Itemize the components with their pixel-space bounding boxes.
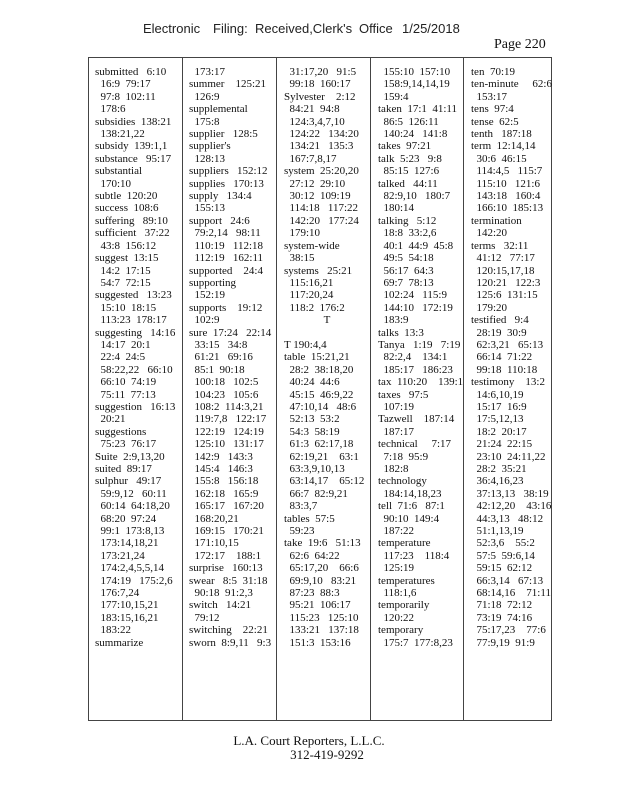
- index-entry: 68:14,16 71:11: [471, 587, 551, 600]
- index-entry: T 190:4,4: [284, 338, 327, 351]
- index-entry: Sylvester 2:12: [284, 90, 356, 103]
- index-entry: talks 13:3: [378, 326, 424, 339]
- index-entry: 119:7,8 122:17: [189, 413, 267, 426]
- index-entry: temperature: [378, 537, 431, 550]
- index-entry: 75:11 77:13: [95, 388, 156, 401]
- index-entry: testified 9:4: [471, 314, 529, 327]
- index-entry: 144:10 172:19: [378, 301, 453, 314]
- index-box: [88, 57, 552, 721]
- index-entry: 100:18 102:5: [189, 376, 259, 389]
- index-entry: Tazwell 187:14: [378, 413, 455, 426]
- index-entry: 175:8: [189, 115, 220, 128]
- index-entry: 82:2,4 134:1: [378, 351, 448, 364]
- footer-phone: 312-419-9292: [290, 747, 364, 762]
- index-entry: 114:4,5 115:7: [471, 165, 543, 178]
- index-entry: 107:19: [378, 400, 415, 413]
- index-entry: 75:23 76:17: [95, 438, 157, 451]
- index-entry: 17:5,12,13: [471, 413, 524, 426]
- index-entry: 179:10: [284, 227, 321, 240]
- index-entry: sufficient 37:22: [95, 227, 170, 240]
- index-entry: 155:10 157:10: [378, 66, 451, 78]
- index-entry: 102:9: [189, 314, 220, 327]
- index-entry: 145:4 146:3: [189, 463, 253, 475]
- index-entry: 110:19 112:18: [189, 239, 264, 252]
- index-entry: temporary: [378, 624, 424, 637]
- index-entry: technical 7:17: [378, 438, 452, 451]
- index-entry: take 19:6 51:13: [284, 537, 361, 550]
- index-entry: 183:9: [378, 314, 409, 327]
- index-entry: 69:7 78:13: [378, 276, 434, 289]
- index-entry: substantial: [95, 165, 143, 178]
- index-entry: 140:24 141:8: [378, 128, 448, 141]
- index-entry: 63:3,9,10,13: [284, 463, 345, 475]
- index-entry: table 15:21,21: [284, 351, 350, 364]
- index-entry: switching 22:21: [189, 624, 268, 637]
- index-entry: talked 44:11: [378, 177, 438, 190]
- index-entry: 158:9,14,14,19: [378, 78, 450, 91]
- index-entry: suggestion 16:13: [95, 400, 176, 413]
- index-entry: 27:12 29:10: [284, 177, 346, 190]
- index-entry: 159:4: [378, 90, 409, 103]
- header-received: Received,Clerk's: [255, 21, 353, 36]
- index-entry: 28:19 30:9: [471, 326, 527, 339]
- index-entry: ten-minute 62:6: [471, 78, 552, 91]
- index-entry: 102:24 115:9: [378, 289, 447, 302]
- index-entry: 14:6,10,19: [471, 388, 524, 401]
- index-entry: 99:18 160:17: [284, 78, 351, 91]
- index-entry: 68:20 97:24: [95, 512, 157, 525]
- index-entry: 60:14 64:18,20: [95, 500, 170, 513]
- index-entry: 125:19: [378, 562, 415, 575]
- index-entry: 120:22: [378, 611, 415, 624]
- index-entry: termination: [471, 214, 522, 227]
- index-entry: technology: [378, 475, 427, 488]
- index-entry: switch 14:21: [189, 599, 252, 612]
- index-entry: tax 110:20 139:1: [378, 376, 464, 389]
- index-entry: 113:23 178:17: [95, 314, 167, 327]
- index-entry: 66:7 82:9,21: [284, 487, 348, 500]
- index-entry: 134:21 135:3: [284, 140, 354, 153]
- index-entry: 18:2 20:17: [471, 425, 527, 438]
- index-entry: 97:8 102:11: [95, 90, 156, 103]
- index-entry: 20:21: [95, 413, 126, 426]
- index-entry: summer 125:21: [189, 78, 266, 91]
- index-entry: 174:2,4,5,5,14: [95, 562, 165, 575]
- index-entry: Suite 2:9,13,20: [95, 450, 165, 463]
- index-entry: 49:5 54:18: [378, 252, 434, 265]
- index-entry: 90:18 91:2,3: [189, 587, 253, 600]
- column-divider: [182, 58, 183, 720]
- index-entry: 7:18 95:9: [378, 450, 429, 463]
- index-entry: 173:17: [189, 66, 226, 78]
- index-entry: submitted 6:10: [95, 66, 167, 78]
- index-entry: 33:15 34:8: [189, 338, 248, 351]
- index-entry: 42:12,20 43:16: [471, 500, 552, 513]
- index-entry: supplier's: [189, 140, 231, 153]
- index-entry: swear 8:5 31:18: [189, 574, 268, 587]
- index-entry: 115:16,21: [284, 276, 334, 289]
- index-entry: 171:10,15: [189, 537, 239, 550]
- index-entry: 83:3,7: [284, 500, 318, 513]
- index-entry: 178:6: [95, 103, 126, 116]
- header-date: 1/25/2018: [402, 21, 460, 36]
- index-entry: 71:18 72:12: [471, 599, 533, 612]
- index-entry: 142:20 177:24: [284, 214, 359, 227]
- header-electronic: Electronic: [143, 21, 201, 36]
- index-entry: takes 97:21: [378, 140, 432, 153]
- index-entry: 118:1,6: [378, 587, 417, 600]
- index-entry: 82:9,10 180:7: [378, 190, 451, 203]
- index-entry: 133:21 137:18: [284, 624, 359, 637]
- section-letter: T: [323, 314, 331, 327]
- index-entry: 112:19 162:11: [189, 252, 264, 265]
- index-entry: 172:17 188:1: [189, 549, 262, 562]
- index-entry: 165:17 167:20: [189, 500, 264, 513]
- index-entry: 114:18 117:22: [284, 202, 359, 215]
- column-divider: [276, 58, 277, 720]
- index-entry: 54:3 58:19: [284, 425, 340, 438]
- index-entry: 168:20,21: [189, 512, 239, 525]
- index-entry: 175:7 177:8,23: [378, 636, 453, 649]
- index-entry: 122:19 124:19: [189, 425, 264, 438]
- index-entry: 187:17: [378, 425, 415, 438]
- index-entry: suppliers 152:12: [189, 165, 268, 178]
- index-entry: 86:5 126:11: [378, 115, 439, 128]
- index-entry: Tanya 1:19 7:19: [378, 338, 461, 351]
- index-entry: taken 17:1 41:11: [378, 103, 458, 116]
- index-entry: tens 97:4: [471, 103, 514, 116]
- index-entry: sworn 8:9,11 9:3: [189, 636, 272, 649]
- index-entry: 79:12: [189, 611, 220, 624]
- index-entry: tense 62:5: [471, 115, 519, 128]
- index-entry: taxes 97:5: [378, 388, 429, 401]
- index-entry: supports 19:12: [189, 301, 263, 314]
- index-entry: 41:12 77:17: [471, 252, 535, 265]
- index-entry: surprise 160:13: [189, 562, 263, 575]
- index-entry: 153:17: [471, 90, 508, 103]
- index-entry: 176:7,24: [95, 587, 140, 600]
- index-entry: 180:14: [378, 202, 415, 215]
- index-entry: 95:21 106:17: [284, 599, 351, 612]
- index-entry: 40:24 44:6: [284, 376, 340, 389]
- column-divider: [370, 58, 371, 720]
- index-entry: 52:3,6 55:2: [471, 537, 535, 550]
- index-entry: temporarily: [378, 599, 430, 612]
- index-entry: 21:24 22:15: [471, 438, 533, 451]
- index-entry: talk 5:23 9:8: [378, 152, 442, 165]
- index-entry: 43:8 156:12: [95, 239, 157, 252]
- index-entry: 170:10: [95, 177, 132, 190]
- index-entry: subsidies 138:21: [95, 115, 172, 128]
- index-entry: 75:17,23 77:6: [471, 624, 546, 637]
- index-entry: systems 25:21: [284, 264, 353, 277]
- index-entry: 37:13,13 38:19: [471, 487, 549, 500]
- index-entry: 162:18 165:9: [189, 487, 259, 500]
- page-number: Page 220: [494, 37, 546, 52]
- index-entry: 124:3,4,7,10: [284, 115, 345, 128]
- index-entry: system-wide: [284, 239, 340, 252]
- index-column-2: [189, 66, 271, 649]
- index-entry: sulphur 49:17: [95, 475, 162, 488]
- index-entry: 51:1,13,19: [471, 525, 524, 538]
- index-entry: 23:10 24:11,22: [471, 450, 546, 463]
- index-entry: 59:15 62:12: [471, 562, 533, 575]
- index-entry: 30:6 46:15: [471, 152, 527, 165]
- index-entry: tell 71:6 87:1: [378, 500, 445, 513]
- index-entry: 73:19 74:16: [471, 611, 533, 624]
- index-entry: 125:6 131:15: [471, 289, 538, 302]
- index-entry: 177:10,15,21: [95, 599, 159, 612]
- index-entry: supplier 128:5: [189, 128, 258, 141]
- header-office: Office: [359, 21, 393, 36]
- index-entry: 15:17 16:9: [471, 400, 527, 413]
- index-entry: 54:7 72:15: [95, 276, 151, 289]
- index-entry: 155:13: [189, 202, 226, 215]
- index-entry: 124:22 134:20: [284, 128, 359, 141]
- index-entry: 77:9,19 91:9: [471, 636, 535, 649]
- index-entry: 14:17 20:1: [95, 338, 151, 351]
- index-entry: terms 32:11: [471, 239, 529, 252]
- index-entry: 28:2 35:21: [471, 463, 527, 475]
- index-entry: 62:6 64:22: [284, 549, 340, 562]
- index-entry: talking 5:12: [378, 214, 437, 227]
- index-entry: 61:3 62:17,18: [284, 438, 354, 451]
- index-entry: 28:2 38:18,20: [284, 363, 354, 376]
- index-entry: 84:21 94:8: [284, 103, 340, 116]
- index-entry: 120:15,17,18: [471, 264, 535, 277]
- index-entry: 87:23 88:3: [284, 587, 340, 600]
- index-entry: 169:15 170:21: [189, 525, 264, 538]
- index-entry: 99:1 173:8,13: [95, 525, 165, 538]
- index-entry: 62:19,21 63:1: [284, 450, 359, 463]
- index-entry: 120:21 122:3: [471, 276, 541, 289]
- index-entry: temperatures: [378, 574, 435, 587]
- index-entry: 117:23 118:4: [378, 549, 450, 562]
- index-entry: 104:23 105:6: [189, 388, 259, 401]
- index-entry: success 108:6: [95, 202, 159, 215]
- index-entry: supply 134:4: [189, 190, 252, 203]
- index-entry: 152:19: [189, 289, 226, 302]
- index-entry: 166:10 185:13: [471, 202, 544, 215]
- index-entry: 16:9 79:17: [95, 78, 151, 91]
- index-entry: 62:3,21 65:13: [471, 338, 544, 351]
- index-entry: 138:21,22: [95, 128, 145, 141]
- index-entry: substance 95:17: [95, 152, 172, 165]
- index-entry: 174:19 175:2,6: [95, 574, 173, 587]
- index-entry: suggestions: [95, 425, 147, 438]
- index-entry: 143:18 160:4: [471, 190, 541, 203]
- index-entry: 57:5 59:6,14: [471, 549, 535, 562]
- index-entry: 66:3,14 67:13: [471, 574, 544, 587]
- index-entry: summarize: [95, 636, 144, 649]
- index-entry: 44:3,13 48:12: [471, 512, 544, 525]
- index-entry: 184:14,18,23: [378, 487, 442, 500]
- index-entry: 115:23 125:10: [284, 611, 359, 624]
- index-entry: 85:1 90:18: [189, 363, 245, 376]
- index-entry: tables 57:5: [284, 512, 335, 525]
- index-entry: 61:21 69:16: [189, 351, 253, 364]
- index-entry: supporting: [189, 276, 237, 289]
- index-entry: 173:14,18,21: [95, 537, 159, 550]
- index-entry: subtle 120:20: [95, 190, 158, 203]
- index-entry: supplemental: [189, 103, 248, 116]
- index-entry: subsidy 139:1,1: [95, 140, 168, 153]
- index-entry: 66:10 74:19: [95, 376, 157, 389]
- index-entry: 79:2,14 98:11: [189, 227, 261, 240]
- index-entry: tenth 187:18: [471, 128, 532, 141]
- index-entry: 185:17 186:23: [378, 363, 453, 376]
- index-entry: 115:10 121:6: [471, 177, 540, 190]
- index-entry: 47:10,14 48:6: [284, 400, 357, 413]
- index-entry: ten 70:19: [471, 66, 515, 78]
- index-entry: 59:9,12 60:11: [95, 487, 167, 500]
- index-entry: 45:15 46:9,22: [284, 388, 354, 401]
- index-entry: supplies 170:13: [189, 177, 264, 190]
- index-entry: 40:1 44:9 45:8: [378, 239, 454, 252]
- index-entry: 179:20: [471, 301, 508, 314]
- index-entry: 167:7,8,17: [284, 152, 337, 165]
- index-entry: 187:22: [378, 525, 415, 538]
- index-entry: 85:15 127:6: [378, 165, 440, 178]
- index-column-4: [378, 66, 463, 649]
- index-entry: 155:8 156:18: [189, 475, 259, 488]
- index-entry: 36:4,16,23: [471, 475, 524, 488]
- index-entry: 56:17 64:3: [378, 264, 434, 277]
- index-entry: 18:8 33:2,6: [378, 227, 437, 240]
- index-entry: 14:2 17:15: [95, 264, 151, 277]
- index-entry: 183:15,16,21: [95, 611, 159, 624]
- index-entry: 126:9: [189, 90, 220, 103]
- index-entry: suggested 13:23: [95, 289, 172, 302]
- footer-company: L.A. Court Reporters, L.L.C.: [233, 733, 385, 748]
- index-entry: [284, 327, 370, 339]
- index-entry: suggesting 14:16: [95, 326, 176, 339]
- index-entry: 125:10 131:17: [189, 438, 264, 451]
- header-filing: Filing:: [213, 21, 248, 36]
- index-entry: 142:9 143:3: [189, 450, 253, 463]
- index-entry: 128:13: [189, 152, 226, 165]
- index-entry: 15:10 18:15: [95, 301, 157, 314]
- index-entry: system 25:20,20: [284, 165, 359, 178]
- index-entry: 118:2 176:2: [284, 301, 345, 314]
- index-entry: sure 17:24 22:14: [189, 326, 272, 339]
- index-column-3: [284, 66, 370, 649]
- index-entry: 52:13 53:2: [284, 413, 340, 426]
- index-entry: 90:10 149:4: [378, 512, 440, 525]
- index-entry: 63:14,17 65:12: [284, 475, 365, 488]
- index-entry: 58:22,22 66:10: [95, 363, 173, 376]
- index-entry: supported 24:4: [189, 264, 263, 277]
- index-entry: 117:20,24: [284, 289, 334, 302]
- index-entry: 69:9,10 83:21: [284, 574, 357, 587]
- index-entry: 108:2 114:3,21: [189, 400, 264, 413]
- index-entry: 31:17,20 91:5: [284, 66, 357, 78]
- index-entry: 151:3 153:16: [284, 636, 351, 649]
- index-entry: 142:20: [471, 227, 508, 240]
- index-entry: 66:14 71:22: [471, 351, 533, 364]
- index-entry: support 24:6: [189, 214, 250, 227]
- index-entry: suffering 89:10: [95, 214, 168, 227]
- index-entry: 99:18 110:18: [471, 363, 538, 376]
- index-entry: 182:8: [378, 463, 409, 475]
- index-entry: 183:22: [95, 624, 132, 637]
- index-entry: 30:12 109:19: [284, 190, 351, 203]
- index-entry: 59:23: [284, 525, 315, 538]
- index-entry: 38:15: [284, 252, 315, 265]
- index-column-5: [471, 66, 552, 649]
- index-entry: suggest 13:15: [95, 252, 159, 265]
- index-entry: testimony 13:2: [471, 376, 545, 389]
- index-entry: 22:4 24:5: [95, 351, 146, 364]
- index-entry: 173:21,24: [95, 549, 145, 562]
- index-entry: term 12:14,14: [471, 140, 536, 153]
- index-column-1: [95, 66, 175, 649]
- index-entry: 65:17,20 66:6: [284, 562, 359, 575]
- index-entry: suited 89:17: [95, 463, 152, 475]
